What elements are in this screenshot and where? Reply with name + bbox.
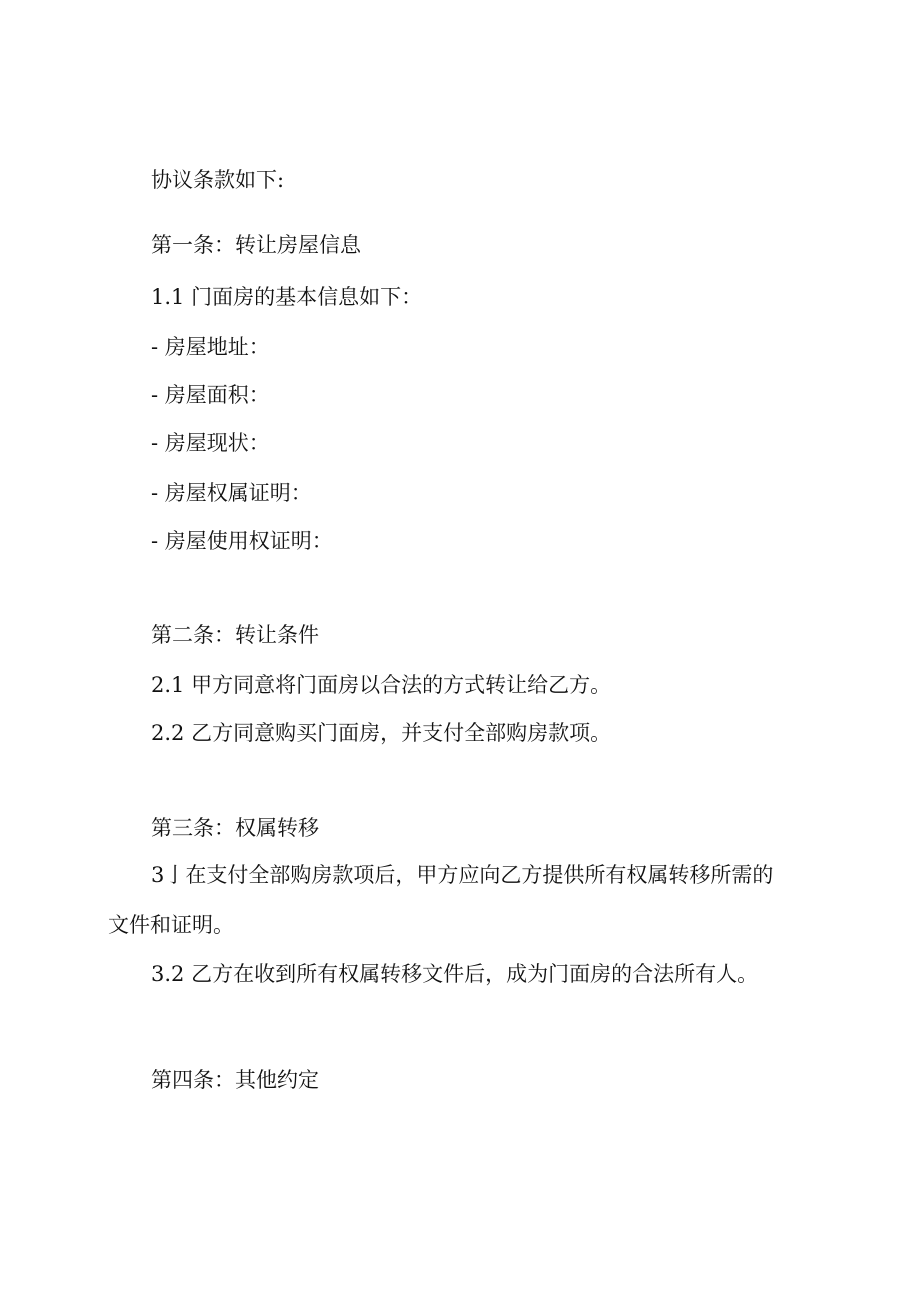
intro-text: 协议条款如下: (151, 168, 285, 192)
clause-3-1-line-1: 3亅在支付全部购房款项后，甲方应向乙方提供所有权属转移所需的 (151, 863, 774, 887)
property-ownership-cert-item: - 房屋权属证明： (151, 481, 312, 505)
property-condition-item: - 房屋现状： (151, 431, 270, 455)
clause-3-1-line-2: 文件和证明。 (108, 913, 234, 937)
property-area-item: - 房屋面积： (151, 383, 270, 407)
article-3-heading: 第三条：权属转移 (151, 816, 319, 840)
clause-3-2: 3.2 乙方在收到所有权属转移文件后，成为门面房的合法所有人。 (151, 962, 759, 986)
clause-2-1: 2.1 甲方同意将门面房以合法的方式转让给乙方。 (151, 673, 612, 697)
clause-1-1: 1.1 门面房的基本信息如下： (151, 285, 423, 309)
property-use-right-cert-item: - 房屋使用权证明： (151, 529, 333, 553)
article-1-heading: 第一条：转让房屋信息 (151, 233, 361, 257)
article-2-heading: 第二条：转让条件 (151, 623, 319, 647)
property-address-item: - 房屋地址： (151, 335, 270, 359)
clause-2-2: 2.2 乙方同意购买门面房，并支付全部购房款项。 (151, 721, 612, 745)
article-4-heading: 第四条：其他约定 (151, 1068, 319, 1092)
